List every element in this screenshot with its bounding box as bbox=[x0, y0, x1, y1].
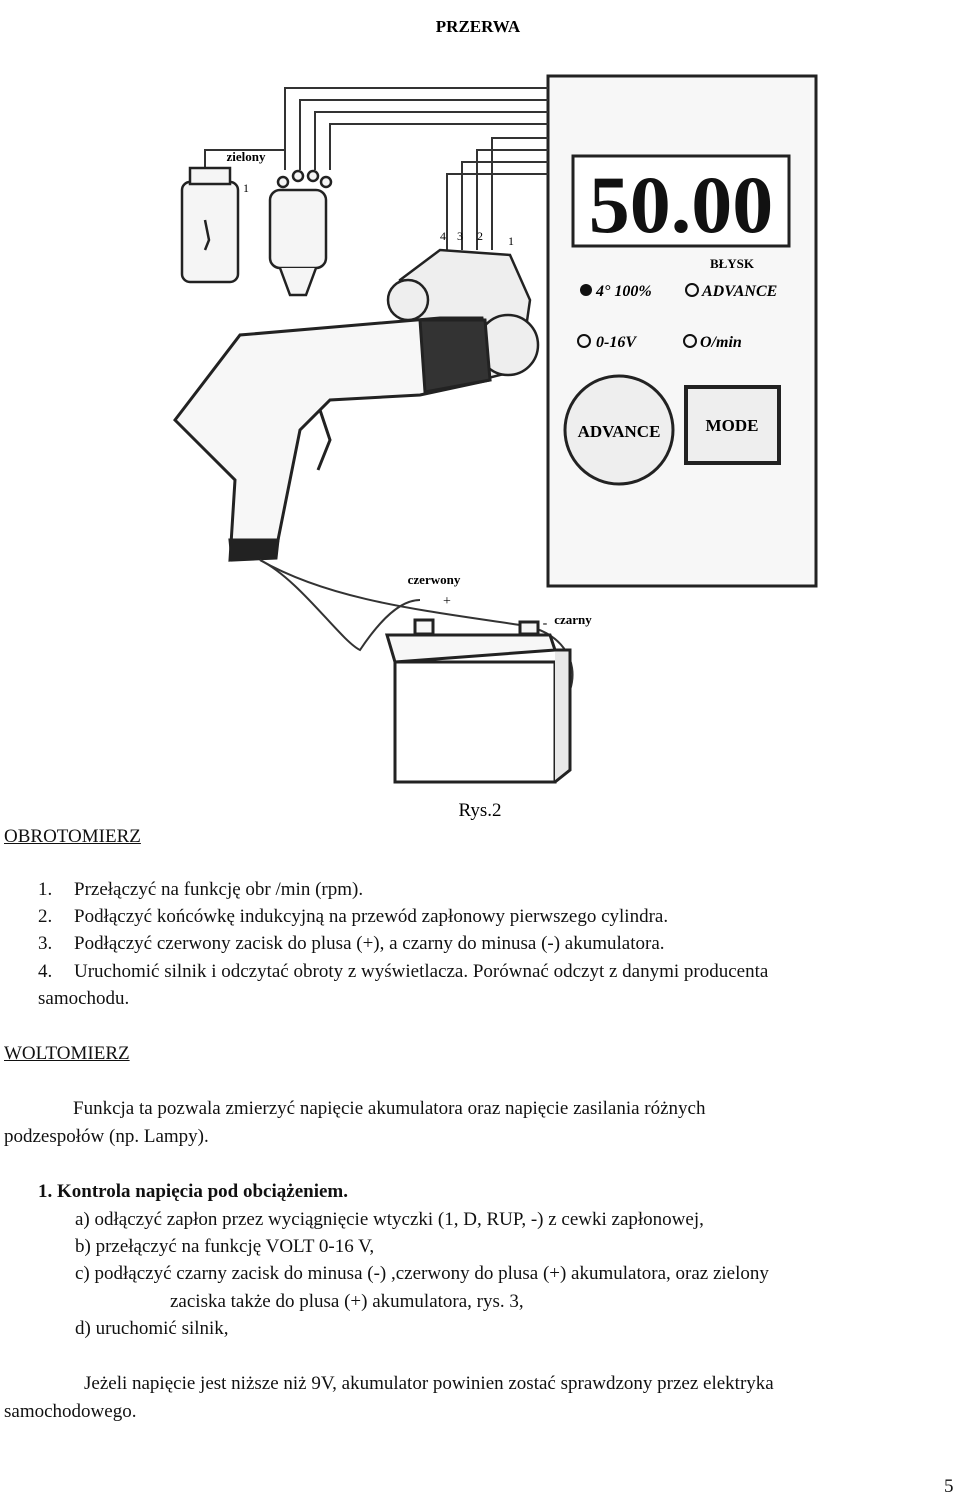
red-wire-label: czerwony bbox=[407, 572, 461, 587]
cylinder-4-label: 4 bbox=[440, 229, 446, 243]
list-item bbox=[38, 933, 665, 955]
flash-label: BŁYSK bbox=[709, 256, 755, 271]
display-value: 50.00 bbox=[588, 159, 774, 250]
step-text: Przełączyć na funkcję obr /min (rpm). bbox=[74, 879, 364, 900]
list-item bbox=[38, 906, 669, 928]
list-item-continuation: zaciska także do plusa (+) akumulatora, rys. 3, bbox=[170, 1291, 524, 1312]
voltmeter-intro-line2: podzespołów (np. Lampy). bbox=[4, 1126, 209, 1147]
step-text: Uruchomić silnik i odczytać obroty z wyświetlacza. Porównać odczyt z danymi producenta bbox=[74, 961, 769, 982]
note-line1: Jeżeli napięcie jest niższe niż 9V, akumulator powinien zostać sprawdzony przez elektryka bbox=[84, 1373, 774, 1394]
cylinder-1-label: 1 bbox=[508, 234, 514, 248]
timing-light-gun bbox=[175, 318, 490, 560]
minus-sign: - bbox=[542, 616, 548, 631]
signal-wires bbox=[205, 88, 548, 250]
coil-terminal-label: 1 bbox=[243, 181, 249, 195]
note-line2: samochodowego. bbox=[4, 1401, 137, 1422]
tester-meter bbox=[548, 76, 816, 586]
list-item: d) uruchomić silnik, bbox=[75, 1318, 229, 1339]
volt-mode-label: 0-16V bbox=[596, 334, 636, 351]
step-number: 4. bbox=[38, 961, 53, 982]
green-wire-label: zielony bbox=[226, 149, 266, 164]
step-number: 2. bbox=[38, 906, 53, 927]
list-item: a) odłączyć zapłon przez wyciągnięcie wtyczki (1, D, RUP, -) z cewki zapłonowej, bbox=[75, 1209, 704, 1230]
list-item bbox=[38, 879, 364, 901]
plus-sign: + bbox=[443, 594, 451, 609]
car-battery bbox=[387, 620, 570, 782]
distributor-cap bbox=[270, 171, 331, 295]
advance-label: ADVANCE bbox=[702, 283, 778, 300]
timing-light-connection-diagram bbox=[140, 0, 820, 821]
list-item bbox=[38, 961, 769, 983]
figure-title: PRZERWA bbox=[435, 17, 521, 36]
step-text: Podłączyć czerwony zacisk do plusa (+), a czarny do minusa (-) akumulatora. bbox=[74, 933, 665, 954]
rpm-mode-label: O/min bbox=[700, 334, 742, 351]
indicator-led-advance bbox=[580, 284, 592, 296]
ignition-coil bbox=[182, 168, 238, 282]
step-number: 1. bbox=[38, 879, 53, 900]
mode-button-label: MODE bbox=[705, 416, 759, 435]
list-item: c) podłączyć czarny zacisk do minusa (-) ,czerwony do plusa (+) akumulatora, oraz zielony bbox=[75, 1263, 769, 1284]
voltmeter-heading: WOLTOMIERZ bbox=[4, 1043, 130, 1064]
advance-button-label: ADVANCE bbox=[577, 422, 661, 441]
cylinder-3-label: 3 bbox=[457, 229, 463, 243]
section-title: 1. Kontrola napięcia pod obciążeniem. bbox=[38, 1181, 348, 1202]
step-continuation: samochodu. bbox=[38, 988, 130, 1009]
step-text: Podłączyć końcówkę indukcyjną na przewód zapłonowy pierwszego cylindra. bbox=[74, 906, 669, 927]
list-item: b) przełączyć na funkcję VOLT 0-16 V, bbox=[75, 1236, 375, 1257]
page-number: 5 bbox=[944, 1476, 954, 1497]
cylinder-2-label: 2 bbox=[477, 229, 483, 243]
black-wire-label: czarny bbox=[554, 612, 592, 627]
figure-caption: Rys.2 bbox=[458, 800, 502, 821]
tachometer-heading: OBROTOMIERZ bbox=[4, 826, 141, 847]
step-number: 3. bbox=[38, 933, 53, 954]
voltmeter-intro-line1: Funkcja ta pozwala zmierzyć napięcie akumulatora oraz napięcie zasilania różnych bbox=[73, 1098, 706, 1119]
mode-advance-percent: 4° 100% bbox=[596, 283, 652, 300]
